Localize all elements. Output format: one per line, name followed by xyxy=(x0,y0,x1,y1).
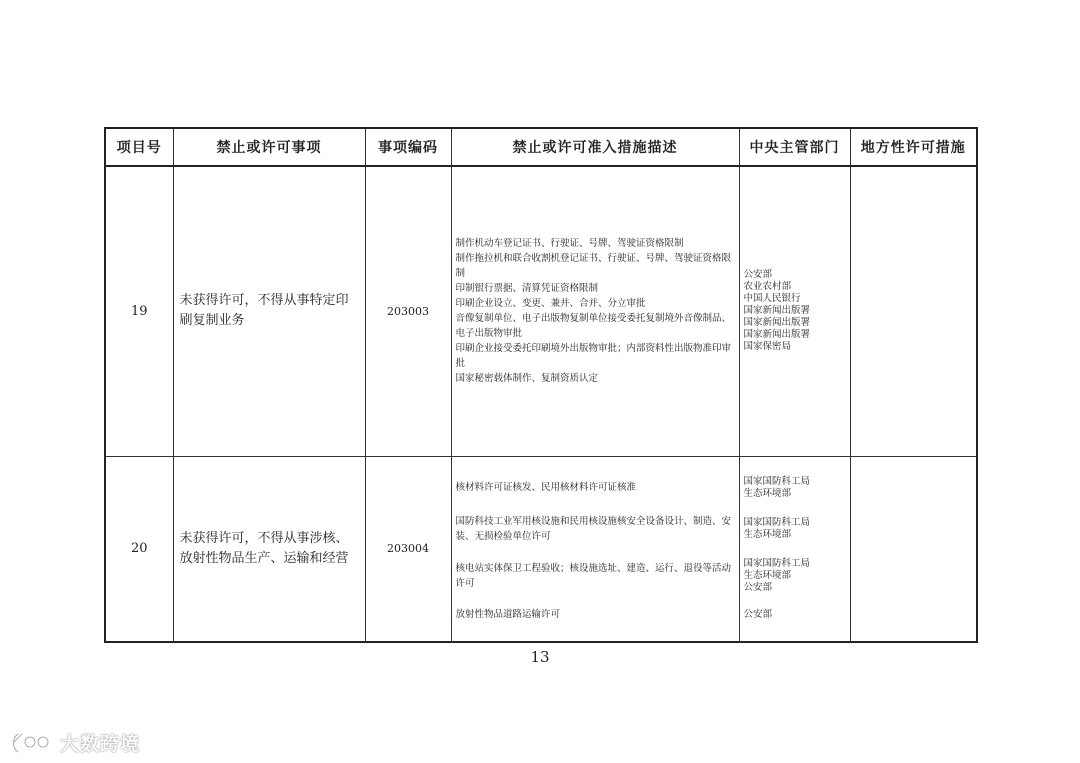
dept-name: 国家新闻出版署 xyxy=(743,305,811,317)
row-code: 203004 xyxy=(365,456,451,642)
watermark xyxy=(10,728,140,756)
dept-group xyxy=(740,507,850,551)
watermark-logo-icon xyxy=(10,728,54,756)
row-depts xyxy=(739,166,850,456)
row-local-measures xyxy=(850,166,977,456)
measure-desc: 制作机动车登记证书、行驶证、号牌、驾驶证资格限制 xyxy=(455,238,684,250)
table-row xyxy=(105,166,977,456)
dept-name: 中国人民银行 xyxy=(743,293,801,305)
header-local-measures: 地方性许可措施 xyxy=(850,128,977,166)
dept-group xyxy=(740,551,850,601)
table-header-row xyxy=(105,128,977,166)
measure-desc: 国防科技工业军用核设施和民用核设施核安全设备设计、制造、安装、无损检验单位许可 xyxy=(455,515,732,542)
measure-desc: 印制银行票据、清算凭证资格限制 xyxy=(455,283,599,295)
permit-table xyxy=(104,127,978,643)
row-item: 未获得许可，不得从事特定印刷复制业务 xyxy=(173,166,365,456)
header-item-name: 禁止或许可事项 xyxy=(173,128,365,166)
dept-name: 农业农村部 xyxy=(743,281,792,293)
dept-name: 生态环境部 xyxy=(743,569,792,581)
row-local-measures xyxy=(850,456,977,642)
dept-name: 国家国防科工局 xyxy=(743,557,811,569)
row-measures xyxy=(451,166,739,456)
measure-desc: 印刷企业接受委托印刷境外出版物审批；内部资料性出版物准印审批 xyxy=(455,343,732,370)
measure-desc: 国家秘密载体制作、复制资质认定 xyxy=(455,373,599,385)
measure-desc: 音像复制单位、电子出版物复制单位接受委托复制境外音像制品、电子出版物审批 xyxy=(455,313,732,340)
measure-desc: 核电站实体保卫工程验收；核设施选址、建造、运行、退役等活动许可 xyxy=(455,562,732,589)
dept-name: 公安部 xyxy=(743,608,773,620)
row-depts xyxy=(739,456,850,642)
dept-name: 生态环境部 xyxy=(743,487,792,499)
header-item-no: 项目号 xyxy=(105,128,173,166)
dept-name: 国家新闻出版署 xyxy=(743,329,811,341)
measure-desc: 放射性物品道路运输许可 xyxy=(455,609,561,621)
table-row xyxy=(105,456,977,642)
row-id: 19 xyxy=(105,166,173,456)
header-item-code: 事项编码 xyxy=(365,128,451,166)
page-number: 13 xyxy=(530,648,550,666)
row-measures xyxy=(451,456,739,642)
watermark-text: 大数跨境 xyxy=(60,732,141,755)
row-id: 20 xyxy=(105,456,173,642)
dept-name: 国家新闻出版署 xyxy=(743,317,811,329)
dept-name: 公安部 xyxy=(743,269,773,281)
dept-name: 公安部 xyxy=(743,581,773,593)
dept-group xyxy=(740,469,850,507)
dept-name: 生态环境部 xyxy=(743,528,792,540)
row-item: 未获得许可，不得从事涉核、放射性物品生产、运输和经营 xyxy=(173,456,365,642)
measure-desc: 核材料许可证核发、民用核材料许可证核准 xyxy=(455,482,637,494)
row-code: 203003 xyxy=(365,166,451,456)
dept-name: 国家保密局 xyxy=(743,341,792,353)
measure-desc: 制作拖拉机和联合收割机登记证书、行驶证、号牌、驾驶证资格限制 xyxy=(455,253,732,280)
dept-name: 国家国防科工局 xyxy=(743,475,811,487)
dept-name: 国家国防科工局 xyxy=(743,516,811,528)
header-measures: 禁止或许可准入措施描述 xyxy=(451,128,739,166)
measure-desc: 印刷企业设立、变更、兼并、合并、分立审批 xyxy=(455,298,646,310)
header-central-dept: 中央主管部门 xyxy=(739,128,850,166)
